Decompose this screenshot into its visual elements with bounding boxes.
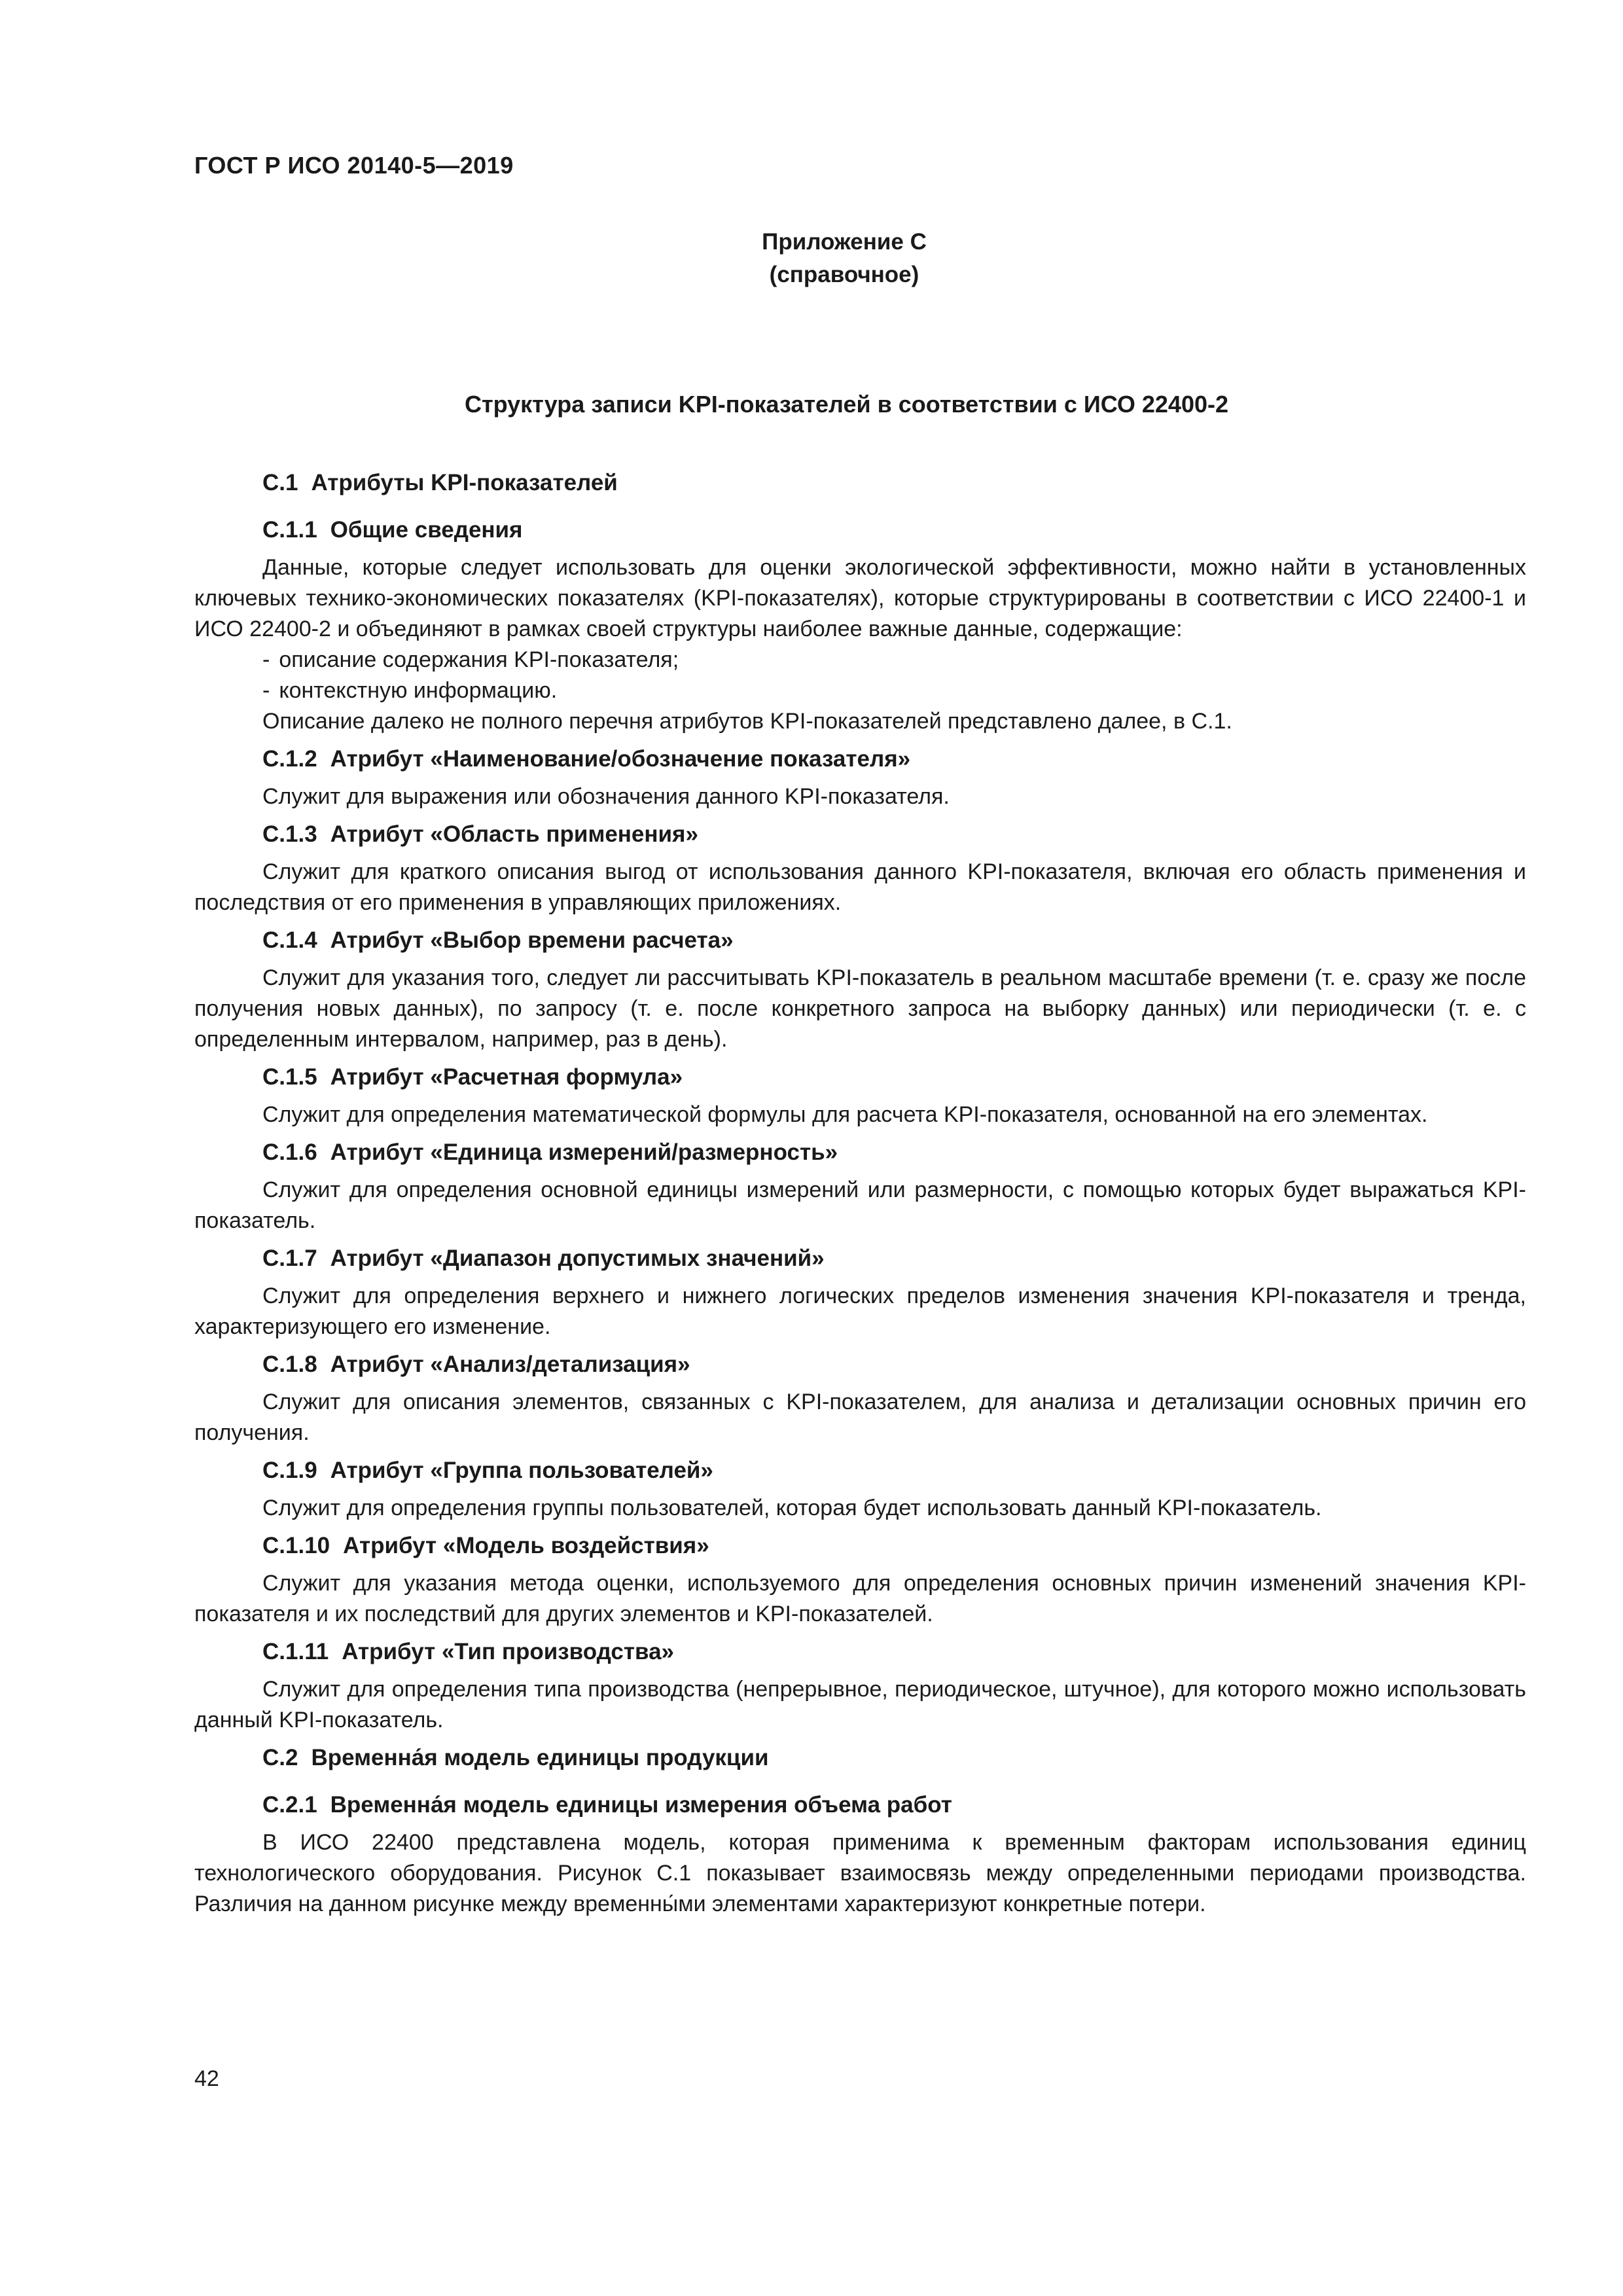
section-title: Атрибут «Модель воздействия»: [343, 1533, 709, 1558]
section-number: С.1.11: [262, 1639, 329, 1664]
section-title: Атрибут «Наименование/обозначение показателя»: [330, 746, 911, 772]
section-title: Атрибут «Единица измерений/размерность»: [330, 1139, 838, 1165]
section-title: Атрибут «Выбор времени расчета»: [330, 927, 734, 953]
section-number: С.1.7: [262, 1246, 317, 1271]
list-item-text: контекстную информацию.: [279, 678, 558, 703]
subsection-heading: [194, 514, 1526, 546]
section-number: С.1.5: [262, 1064, 317, 1090]
paragraph: Служит для выражения или обозначения данного KPI-показателя.: [262, 784, 950, 809]
paragraph: Служит для определения типа производства (непрерывное, периодическое, штучное), для которого можно использовать данный KPI-показатель.: [194, 1677, 1526, 1732]
subsection-heading: [194, 1636, 1526, 1668]
paragraph: Служит для указания метода оценки, используемого для определения основных причин изменений значения KPI-показателя и их последствий для других элементов и KPI-показателей.: [194, 1571, 1526, 1626]
paragraph: Описание далеко не полного перечня атрибутов KPI-показателей представлено далее, в С.1.: [262, 709, 1232, 734]
paragraph: Служит для определения группы пользователей, которая будет использовать данный KPI-показатель.: [262, 1496, 1322, 1520]
document-header: ГОСТ Р ИСО 20140-5—2019: [194, 152, 514, 179]
section-title: Атрибут «Тип производства»: [342, 1639, 674, 1664]
section-number: С.1.3: [262, 821, 317, 847]
section-title: Атрибут «Группа пользователей»: [330, 1458, 713, 1483]
section-number: С.2.1: [262, 1792, 317, 1818]
section-number: С.1.9: [262, 1458, 317, 1483]
paragraph: Служит для определения основной единицы измерений или размерности, с помощью которых будет выражаться KPI-показатель.: [194, 1177, 1526, 1233]
paragraph: Служит для описания элементов, связанных с KPI-показателем, для анализа и детализации основных причин его получения.: [194, 1390, 1526, 1445]
subsection-heading: [194, 1349, 1526, 1380]
section-number: С.1.6: [262, 1139, 317, 1165]
appendix-heading: [0, 226, 1623, 291]
section-heading: [194, 1742, 1526, 1774]
section-number: С.1.4: [262, 927, 317, 953]
section-number: С.1.1: [262, 517, 317, 543]
section-title: Атрибут «Расчетная формула»: [330, 1064, 683, 1090]
list-item: - контекстную информацию.: [262, 678, 558, 703]
subsection-heading: [194, 744, 1526, 775]
paragraph: Данные, которые следует использовать для оценки экологической эффективности, можно найти в установленных ключевых технико-экономических показателях (KPI-показателях), которые структурированы в соответствии с ИСО 22400-1 и ИСО 22400-2 и объединяют в рамках своей структуры наиболее важные данные, содержащие:: [194, 555, 1526, 641]
paragraph: Служит для определения математической формулы для расчета KPI-показателя, основанной на его элементах.: [262, 1102, 1428, 1127]
paragraph: Служит для определения верхнего и нижнего логических пределов изменения значения KPI-показателя и тренда, характеризующего его изменение.: [194, 1283, 1526, 1339]
appendix-label: Приложение С: [762, 229, 927, 255]
section-title: Атрибут «Анализ/детализация»: [330, 1352, 690, 1377]
section-title: Атрибуты KPI-показателей: [311, 470, 618, 495]
section-title: Атрибут «Диапазон допустимых значений»: [330, 1246, 825, 1271]
paragraph: Служит для указания того, следует ли рассчитывать KPI-показатель в реальном масштабе времени (т. е. сразу же после получения новых данных), по запросу (т. е. после конкретного запроса на выборку данных) или периодически (т. е. с определенным интервалом, например, раз в день).: [194, 965, 1526, 1052]
section-title: Временна́я модель единицы продукции: [311, 1745, 769, 1770]
section-heading: [194, 467, 1526, 499]
appendix-kind: (справочное): [769, 262, 919, 287]
section-number: С.1: [262, 470, 298, 495]
section-title: Атрибут «Область применения»: [330, 821, 698, 847]
section-number: С.1.2: [262, 746, 317, 772]
subsection-heading: [194, 1062, 1526, 1093]
subsection-heading: [194, 819, 1526, 850]
subsection-heading: [194, 1455, 1526, 1486]
subsection-heading: [194, 925, 1526, 956]
appendix-title: Структура записи KPI-показателей в соответствии с ИСО 22400-2: [465, 391, 1228, 418]
section-number: С.1.10: [262, 1533, 330, 1558]
section-number: С.2: [262, 1745, 298, 1770]
subsection-heading: [194, 1243, 1526, 1274]
list-item-text: описание содержания KPI-показателя;: [279, 647, 679, 672]
paragraph: В ИСО 22400 представлена модель, которая применима к временным факторам использования единиц технологического оборудования. Рисунок С.1 показывает взаимосвязь между определенными периодами производства. Различия на данном рисунке между временны́ми элементами характеризуют конкретные потери.: [194, 1830, 1526, 1916]
subsection-heading: [194, 1530, 1526, 1562]
section-title: Временна́я модель единицы измерения объема работ: [330, 1792, 952, 1818]
section-title: Общие сведения: [330, 517, 523, 543]
paragraph: Служит для краткого описания выгод от использования данного KPI-показателя, включая его область применения и последствия от его применения в управляющих приложениях.: [194, 859, 1526, 915]
subsection-heading: [194, 1137, 1526, 1168]
document-body: [194, 467, 1526, 1926]
list-item: - описание содержания KPI-показателя;: [262, 647, 679, 672]
section-number: С.1.8: [262, 1352, 317, 1377]
subsection-heading: [194, 1789, 1526, 1821]
page-number: 42: [194, 2066, 219, 2091]
